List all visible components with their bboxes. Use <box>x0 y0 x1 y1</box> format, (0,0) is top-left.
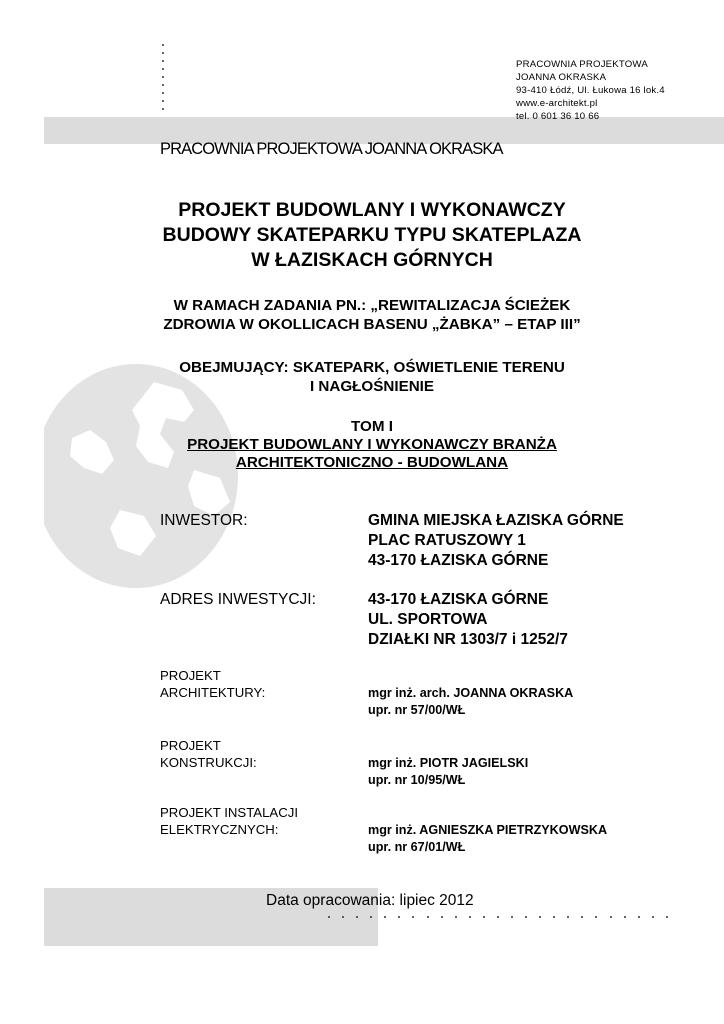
title-line-3: W ŁAZISKACH GÓRNYCH <box>251 249 493 271</box>
investor-line-1: GMINA MIEJSKA ŁAZISKA GÓRNE <box>368 512 624 529</box>
horizontal-dot-line <box>328 914 668 920</box>
electrical-label <box>160 805 298 838</box>
task-line-2: ZDROWIA W OKOLLICACH BASENU „ŻABKA” – ETAP III” <box>163 316 581 333</box>
scope-line-2: I NAGŁOŚNIENIE <box>309 378 435 395</box>
task-description <box>120 296 624 334</box>
architecture-label-line-1: PROJEKT <box>160 668 221 683</box>
contact-address: 93-410 Łódź, Ul. Łukowa 16 lok.4 <box>516 85 665 96</box>
construction-designer: mgr inż. PIOTR JAGIELSKI <box>368 756 529 770</box>
construction-license: upr. nr 10/95/WŁ <box>368 772 466 787</box>
address-value <box>368 590 568 650</box>
construction-label-line-1: PROJEKT <box>160 738 221 753</box>
vertical-dot-line <box>160 44 166 110</box>
address-line-3: DZIAŁKI NR 1303/7 i 1252/7 <box>368 631 568 648</box>
architecture-value <box>368 685 573 718</box>
volume-heading <box>120 418 624 472</box>
title-line-2: BUDOWY SKATEPARKU TYPU SKATEPLAZA <box>162 224 582 246</box>
investor-line-2: PLAC RATUSZOWY 1 <box>368 532 526 549</box>
architecture-license: upr. nr 57/00/WŁ <box>368 702 466 717</box>
investor-line-3: 43-170 ŁAZISKA GÓRNE <box>368 552 549 569</box>
volume-line-2: ARCHITEKTONICZNO - BUDOWLANA <box>235 454 509 471</box>
contact-block <box>516 58 665 123</box>
scope-line-1: OBEJMUJĄCY: SKATEPARK, OŚWIETLENIE TERENU <box>179 359 565 376</box>
contact-website: www.e-architekt.pl <box>516 98 598 109</box>
project-title <box>120 198 624 273</box>
construction-label <box>160 738 257 771</box>
architecture-label <box>160 668 265 701</box>
title-line-1: PROJEKT BUDOWLANY I WYKONAWCZY <box>178 199 566 221</box>
address-line-2: UL. SPORTOWA <box>368 611 488 628</box>
electrical-label-line-2: ELEKTRYCZNYCH: <box>160 821 279 837</box>
electrical-designer: mgr inż. AGNIESZKA PIETRZYKOWSKA <box>368 823 608 837</box>
electrical-license: upr. nr 67/01/WŁ <box>368 839 466 854</box>
task-line-1: W RAMACH ZADANIA PN.: „REWITALIZACJA ŚCIEŻEK <box>173 297 571 314</box>
architecture-label-line-2: ARCHITEKTURY: <box>160 684 266 700</box>
construction-value <box>368 755 528 788</box>
firm-name: PRACOWNIA PROJEKTOWA JOANNA OKRASKA <box>160 140 503 158</box>
preparation-date: Data opracowania: lipiec 2012 <box>266 892 474 909</box>
volume-label: TOM I <box>351 418 393 435</box>
electrical-label-line-1: PROJEKT INSTALACJI <box>160 805 299 820</box>
electrical-value <box>368 822 607 855</box>
address-line-1: 43-170 ŁAZISKA GÓRNE <box>368 591 549 608</box>
architecture-designer: mgr inż. arch. JOANNA OKRASKA <box>368 686 574 700</box>
address-label: ADRES INWESTYCJI: <box>160 591 316 608</box>
contact-phone: tel. 0 601 36 10 66 <box>516 111 600 122</box>
investor-value <box>368 511 624 571</box>
contact-owner: JOANNA OKRASKA <box>516 72 607 83</box>
contact-studio: PRACOWNIA PROJEKTOWA <box>516 59 648 70</box>
scope-description <box>120 358 624 396</box>
investor-label: INWESTOR: <box>160 512 248 529</box>
volume-line-1: PROJEKT BUDOWLANY I WYKONAWCZY BRANŻA <box>187 436 557 453</box>
construction-label-line-2: KONSTRUKCJI: <box>160 754 257 770</box>
